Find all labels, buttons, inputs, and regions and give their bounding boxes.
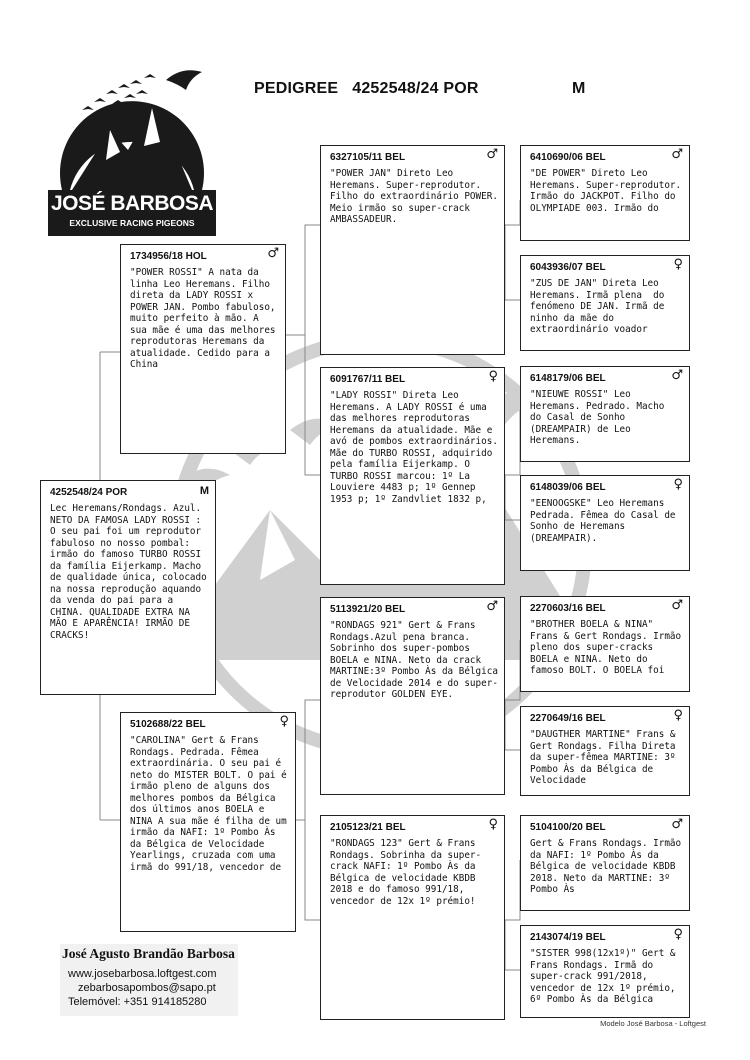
- pedigree-box-sire: [120, 244, 286, 454]
- male-icon: ♂: [671, 817, 683, 832]
- female-icon: ♀: [488, 369, 498, 384]
- ring-number: 2105123/21 BEL: [330, 822, 406, 833]
- ring-number: 5102688/22 BEL: [130, 719, 206, 730]
- ring-number: 2270649/16 BEL: [530, 713, 606, 724]
- bird-description: "LADY ROSSI" Direta Leo Heremans. A LADY ROSSI é uma das melhores reprodutoras Heremans da atualidade. Mãe e avó de pombos extraordinários. Mãe do TURBO ROSSI, adquirido pela família Eijerkamp. O TURBO ROSSI marcou: 1º La Louviere 4483 p; 1º Gennep 1953 p; 1º Zandvliet 1832 p,: [330, 390, 510, 505]
- bird-description: Gert & Frans Rondags. Irmão da NAFI: 1º Pombo Às da Bélgica de velocidade KBDB 2018. Neto da MARTINE: 3º Pombo Às: [530, 838, 687, 895]
- pedigree-title: PEDIGREE 4252548/24 POR: [254, 80, 479, 97]
- female-icon: ♀: [673, 927, 683, 942]
- bird-description: "RONDAGS 123" Gert & Frans Rondags. Sobrinha da super-crack NAFI: 1º Pombo Às da Bélgica de velocidade KBDB 2018 e do famoso 991/18, vencedor de 12x 1º prémio!: [330, 838, 482, 907]
- pedigree-box-subject: [40, 480, 216, 695]
- bird-description: "RONDAGS 921" Gert & Frans Rondags.Azul pena branca. Sobrinho dos super-pombos BOELA e NINA. Neto da crack MARTINE:3º Pombo Às da Bélgica de Velocidade 2014 e do super-reprodutor GOLDEN EYE.: [330, 620, 504, 700]
- female-icon: ♀: [673, 477, 683, 492]
- ring-number: 1734956/18 HOL: [130, 251, 207, 262]
- pedigree-box-dam: [120, 712, 296, 932]
- pedigree-box-sss: [520, 145, 690, 241]
- bird-description: "NIEUWE ROSSI" Leo Heremans. Pedrado. Macho do Casal de Sonho (DREAMPAIR) de Leo Heremans.: [530, 389, 676, 446]
- ring-number: 5104100/20 BEL: [530, 822, 606, 833]
- contact-name: José Agusto Brandão Barbosa: [62, 946, 235, 961]
- female-icon: ♀: [673, 708, 683, 723]
- ring-number: 4252548/24 POR: [50, 487, 128, 498]
- pedigree-box-sds: [520, 366, 690, 462]
- bird-description: "POWER JAN" Direto Leo Heremans. Super-reprodutor. Filho do extraordinário POWER. Meio irmão so super-crack AMBASSADEUR.: [330, 168, 504, 225]
- female-icon: ♀: [279, 714, 289, 729]
- title-sex: M: [572, 80, 586, 97]
- contact-website[interactable]: www.josebarbosa.loftgest.com: [68, 968, 217, 980]
- bird-description: "ZUS DE JAN" Direta Leo Heremans. Irmã plena do fenómeno DE JAN. Irmã de ninho da mãe do extraordinário voador: [530, 278, 670, 335]
- bird-description: "POWER ROSSI" A nata da linha Leo Heremans. Filho direta da LADY ROSSI x POWER JAN. Pombo fabuloso, muito perfeito à mão. A sua mãe é uma das melhores reprodutoras Heremans da atualidade. Cedido para a China: [130, 267, 282, 370]
- brand-name: JOSÉ BARBOSA: [50, 192, 214, 215]
- pedigree-box-dam-dam: [320, 815, 505, 1020]
- male-icon: ♂: [486, 147, 498, 162]
- contact-card: [60, 944, 238, 1016]
- ring-number: 6410690/06 BEL: [530, 152, 606, 163]
- ring-number: 6327105/11 BEL: [330, 152, 406, 163]
- male-icon: ♂: [671, 147, 683, 162]
- pedigree-box-sire-sire: [320, 145, 505, 355]
- brand-tagline: EXCLUSIVE RACING PIGEONS: [69, 218, 195, 228]
- bird-description: "SISTER 998(12x1º)" Gert & Frans Rondags. Irmã do super-crack 991/2018, vencedor de 12x 1º prémio, 6º Pombo Às da Bélgica: [530, 948, 682, 1005]
- bird-description: "DAUGTHER MARTINE" Frans & Gert Rondags. Filha Direta da super-fêmea MARTINE: 3º Pombo Às da Bélgica de Velocidade: [530, 729, 682, 786]
- pedigree-box-dsd: [520, 706, 690, 796]
- contact-email[interactable]: zebarbosapombos@sapo.pt: [78, 982, 216, 994]
- bird-description: "BROTHER BOELA & NINA" Frans & Gert Rondags. Irmão pleno dos super-cracks BOELA e NINA. Neto do famoso BOLT. O BOELA foi: [530, 619, 687, 676]
- male-icon: ♂: [267, 246, 279, 261]
- bird-description: "EENOOGSKE" Leo Heremans Pedrada. Fêmea do Casal de Sonho de Heremans (DREAMPAIR).: [530, 498, 682, 544]
- pedigree-box-sdd: [520, 475, 690, 571]
- ring-number: 2143074/19 BEL: [530, 932, 606, 943]
- pedigree-box-ssd: [520, 255, 690, 351]
- female-icon: ♀: [488, 817, 498, 832]
- bird-description: "DE POWER" Direto Leo Heremans. Super-reprodutor. Irmão do JACKPOT. Filho do OLYMPIADE 003. Irmão do: [530, 168, 687, 214]
- ring-number: 6148179/06 BEL: [530, 373, 606, 384]
- pedigree-box-dss: [520, 596, 690, 692]
- pedigree-box-sire-dam: [320, 367, 510, 585]
- ring-number: 5113921/20 BEL: [330, 604, 406, 615]
- pedigree-box-ddd: [520, 925, 690, 1018]
- bird-description: Lec Heremans/Rondags. Azul. NETO DA FAMOSA LADY ROSSI : O seu pai foi um reprodutor fabuloso no nosso pombal: irmão do famoso TURBO ROSSI da família Eijerkamp. Macho de qualidade única, colocado na nossa reprodução aquando da venda do pai para a CHINA. QUALIDADE EXTRA NA MÃO E APARÊNCIA! IRMÃO DE CRACKS!: [50, 503, 213, 641]
- ring-number: 6091767/11 BEL: [330, 374, 406, 385]
- pedigree-box-dds: [520, 815, 690, 911]
- bird-description: "CAROLINA" Gert & Frans Rondags. Pedrada. Fêmea extraordinária. O seu pai é neto do MISTER BOLT. O pai é irmão pleno de alguns dos melhores pombos da Bélgica dos últimos anos BOELA e NINA A sua mãe é filha de um irmão da NAFI: 1º Pombo Às da Bélgica de Velocidade Yearlings, cruzada com uma irmã do 991/18, vencedor de: [130, 735, 293, 873]
- male-icon: ♂: [671, 598, 683, 613]
- ring-number: 2270603/16 BEL: [530, 603, 606, 614]
- ring-number: 6148039/06 BEL: [530, 482, 606, 493]
- footer-credit: Modelo José Barbosa - Loftgest: [600, 1019, 706, 1028]
- contact-phone: Telemóvel: +351 914185280: [68, 996, 207, 1008]
- female-icon: ♀: [673, 257, 683, 272]
- male-icon: ♂: [671, 368, 683, 383]
- sex-symbol: M: [199, 485, 209, 497]
- pedigree-box-dam-sire: [320, 597, 505, 795]
- male-icon: ♂: [486, 599, 498, 614]
- ring-number: 6043936/07 BEL: [530, 262, 606, 273]
